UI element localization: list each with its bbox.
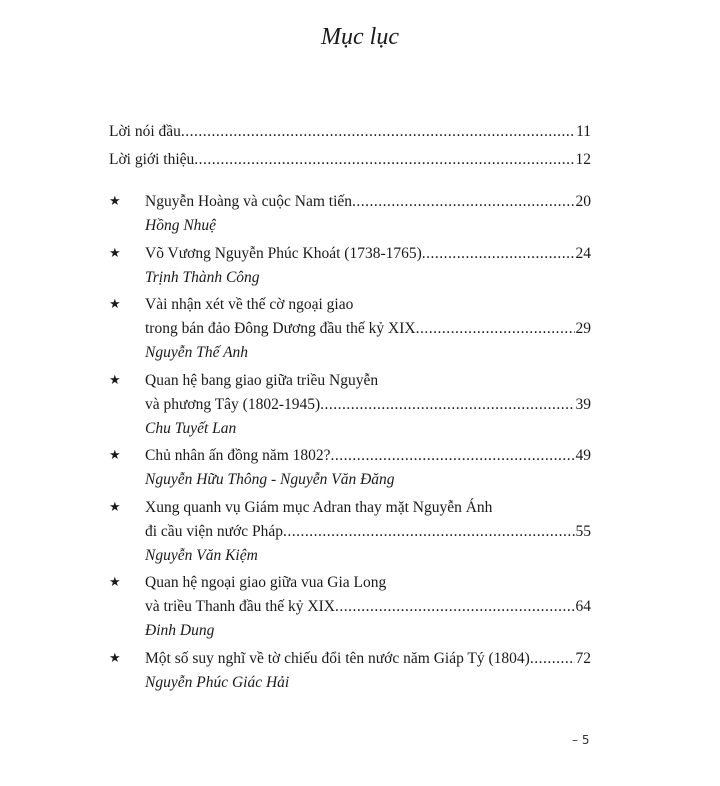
toc-entry-title-line <box>145 647 591 671</box>
toc-entry[interactable] <box>109 571 591 643</box>
toc-entry[interactable] <box>109 647 591 695</box>
toc-entry-author: Nguyễn Thế Anh <box>145 344 249 361</box>
toc-entry-title-line <box>145 595 591 619</box>
toc-entry-title-line <box>145 520 591 544</box>
toc-entry-title-first-line: Quan hệ bang giao giữa triều Nguyễn <box>145 371 379 389</box>
toc-entry-title-line <box>145 242 591 266</box>
toc-entry-title-line <box>145 444 591 468</box>
dot-leader <box>422 242 575 266</box>
toc-entry-title-first-line: Vài nhận xét về thế cờ ngoại giao <box>145 296 354 313</box>
table-of-contents <box>109 120 591 698</box>
toc-entry-page: 24 <box>575 244 591 262</box>
toc-entry-title: Một số suy nghĩ về tờ chiếu đổi tên nước năm Giáp Tý (1804) <box>145 649 530 667</box>
toc-entry-author: Đinh Dung <box>145 622 215 639</box>
toc-entry-author: Nguyễn Văn Kiệm <box>145 546 258 564</box>
toc-entry[interactable] <box>109 369 591 441</box>
toc-entry-title: và phương Tây (1802-1945) <box>145 395 321 413</box>
toc-entry-title-first-line: Xung quanh vụ Giám mục Adran thay mặt Nguyễn Ánh <box>145 498 493 516</box>
dot-leader <box>335 595 575 619</box>
dot-leader <box>194 148 574 172</box>
dot-leader <box>283 520 575 544</box>
toc-entry-title: và triều Thanh đầu thế kỷ XIX <box>145 598 335 615</box>
dot-leader <box>352 190 574 214</box>
toc-entry-page: 29 <box>575 320 591 337</box>
toc-entry-title: đi cầu viện nước Pháp <box>145 522 283 540</box>
toc-entry[interactable] <box>109 242 591 290</box>
page-title: Mục lục <box>321 24 399 50</box>
toc-entry-author: Hồng Nhuệ <box>145 217 217 234</box>
toc-entry-page: 72 <box>575 649 591 667</box>
toc-entry[interactable] <box>109 293 591 365</box>
toc-entry-author: Chu Tuyết Lan <box>145 419 237 437</box>
toc-entry[interactable] <box>109 444 591 492</box>
dot-leader <box>181 120 575 144</box>
toc-entry[interactable] <box>109 190 591 238</box>
star-bullet-icon: ★ <box>109 194 121 209</box>
toc-item-label: Lời giới thiệu <box>109 151 195 168</box>
toc-item-page: 12 <box>575 151 591 168</box>
toc-entry-title-first-line: Quan hệ ngoại giao giữa vua Gia Long <box>145 574 387 591</box>
star-bullet-icon: ★ <box>109 448 121 463</box>
toc-item-label: Lời nói đầu <box>109 123 181 140</box>
toc-entry-page: 39 <box>575 395 591 413</box>
toc-entry-title-line <box>145 393 591 417</box>
toc-front-item-preface[interactable] <box>109 120 591 144</box>
star-bullet-icon: ★ <box>109 372 121 388</box>
toc-entry-title: Nguyễn Hoàng và cuộc Nam tiến <box>145 193 353 210</box>
star-bullet-icon: ★ <box>109 575 121 590</box>
toc-entry-page: 49 <box>575 447 591 464</box>
dot-leader <box>320 393 574 417</box>
dot-leader <box>331 444 575 468</box>
toc-entry-author: Trịnh Thành Công <box>145 268 260 286</box>
toc-entry-page: 64 <box>575 598 591 615</box>
toc-entry-title: Chủ nhân ấn đồng năm 1802? <box>145 447 331 464</box>
toc-entry-title: trong bán đảo Đông Dương đầu thế kỷ XIX <box>145 320 416 337</box>
toc-entry-page: 55 <box>575 522 591 540</box>
toc-item-page: 11 <box>576 123 591 140</box>
star-bullet-icon: ★ <box>109 499 121 515</box>
star-bullet-icon: ★ <box>109 650 121 666</box>
toc-entry-title: Võ Vương Nguyễn Phúc Khoát (1738-1765) <box>145 244 422 262</box>
toc-front-item-introduction[interactable] <box>109 148 591 172</box>
toc-entry[interactable] <box>109 496 591 568</box>
star-bullet-icon: ★ <box>109 245 121 261</box>
toc-entry-title-line <box>145 190 591 214</box>
dot-leader <box>530 647 575 671</box>
toc-entry-page: 20 <box>575 193 591 210</box>
toc-entry-author: Nguyễn Hữu Thông - Nguyễn Văn Đăng <box>145 471 395 488</box>
toc-entry-author: Nguyễn Phúc Giác Hải <box>145 673 290 691</box>
toc-entry-title-line <box>145 317 591 341</box>
dot-leader <box>416 317 575 341</box>
star-bullet-icon: ★ <box>109 297 121 312</box>
page-number: – 5 <box>572 733 590 747</box>
